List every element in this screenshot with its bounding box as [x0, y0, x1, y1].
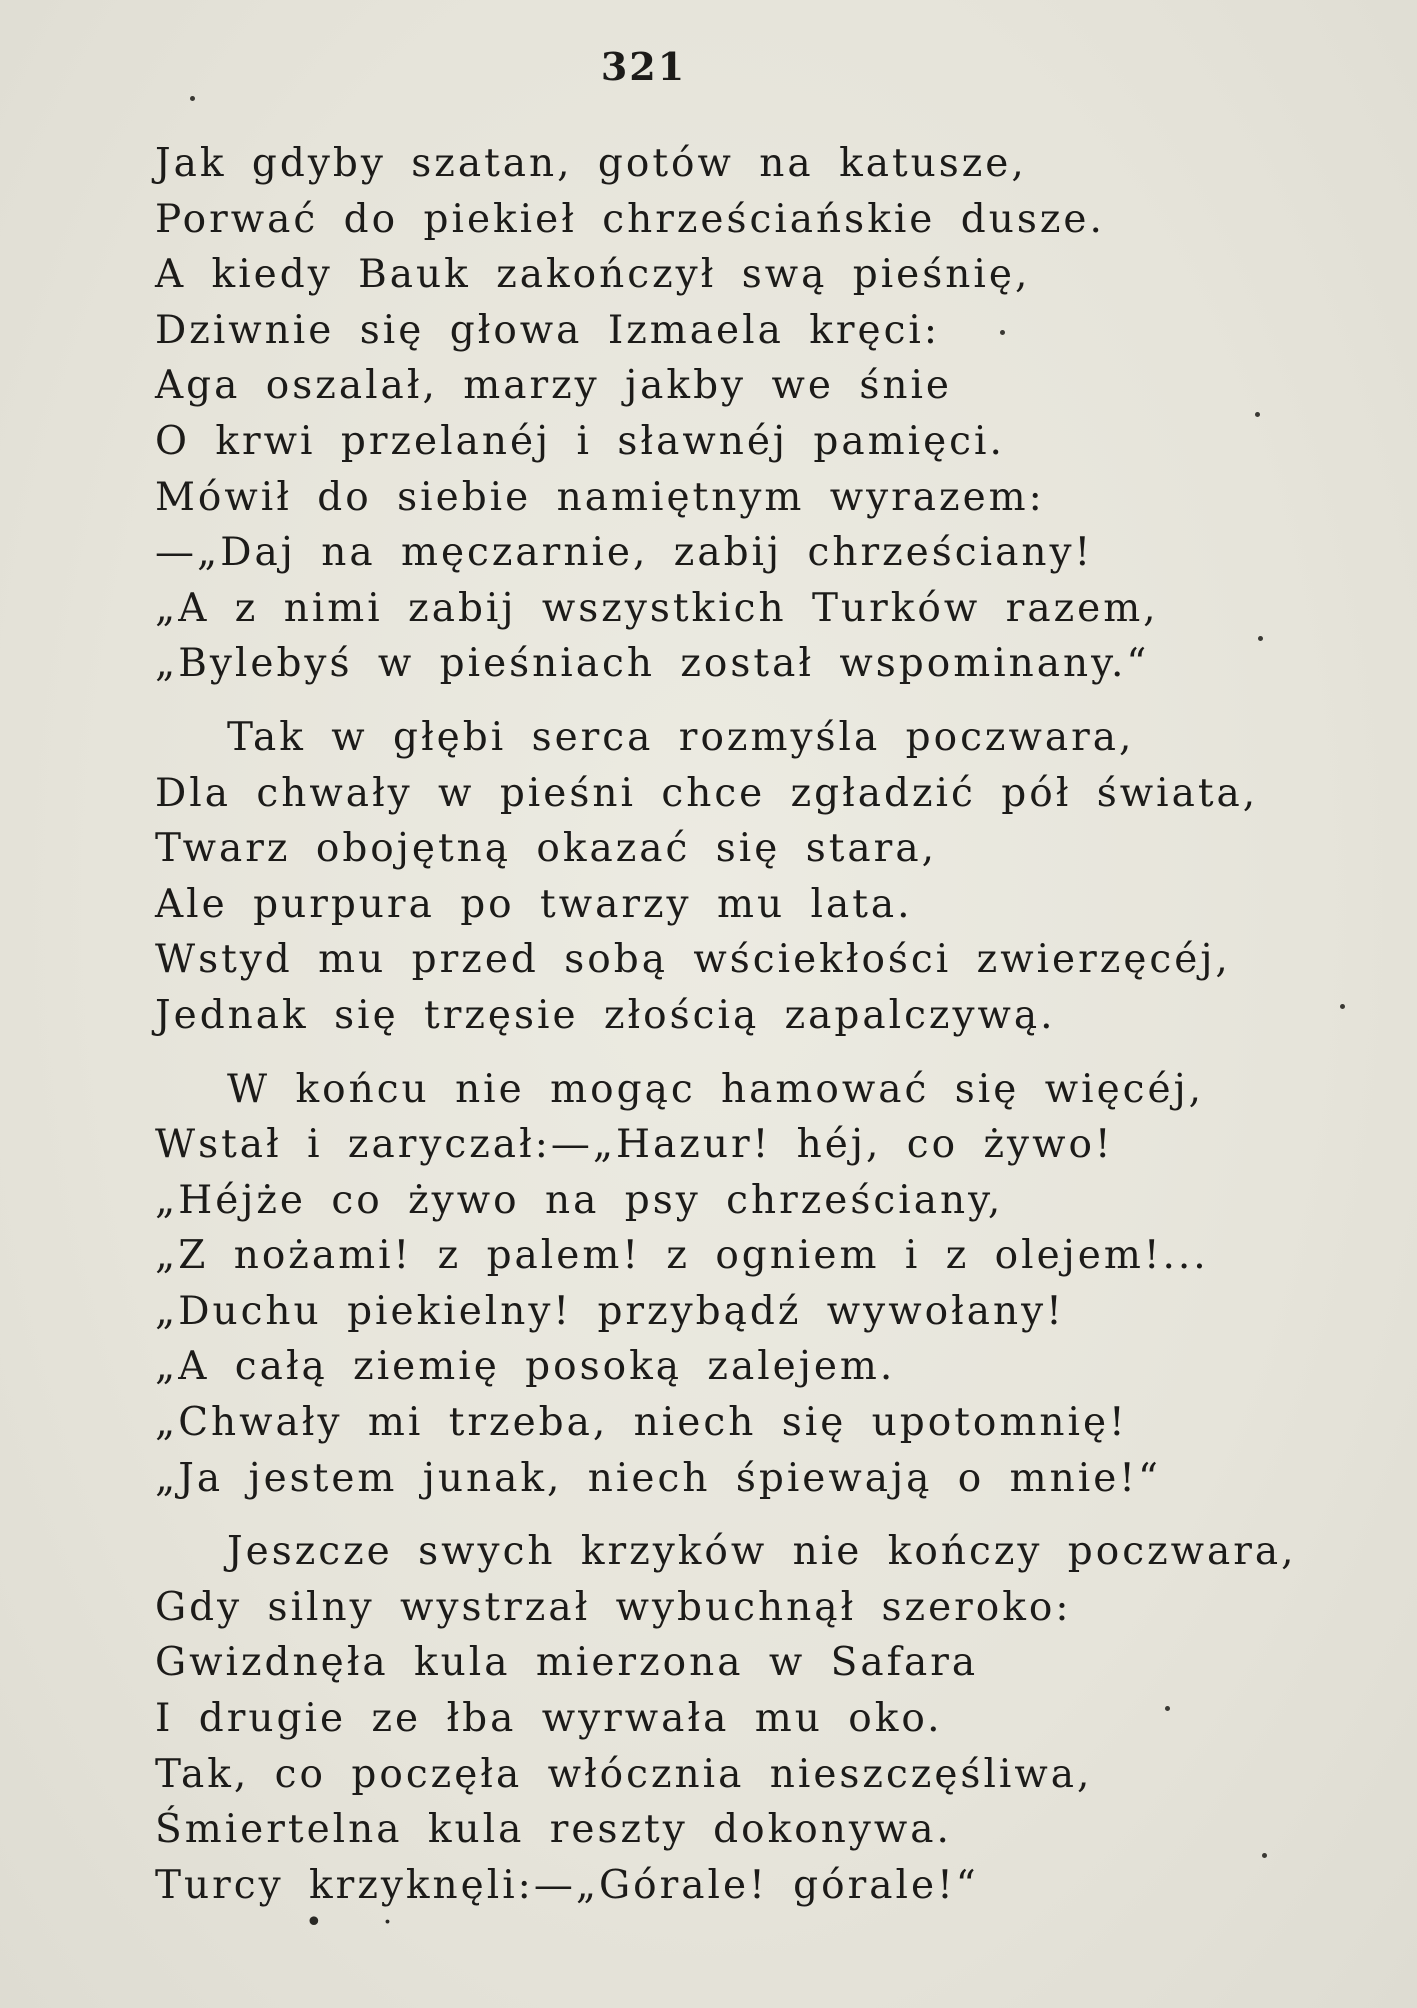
verse-line: „A z nimi zabij wszystkich Turków razem, [155, 585, 1159, 631]
verse-line: A kiedy Bauk zakończył swą pieśnię, [155, 252, 1031, 298]
verse-line: Mówił do siebie namiętnym wyrazem: [155, 474, 1045, 520]
verse-line: W końcu nie mogąc hamować się więcéj, [227, 1066, 1205, 1112]
stanza-3 [155, 1062, 1385, 1507]
verse-line: —„Daj na męczarnie, zabij chrześciany! [155, 530, 1094, 576]
verse-line: „Chwały mi trzeba, niech się upotomnię! [155, 1400, 1128, 1446]
verse-line: „Z nożami! z palem! z ogniem i z olejem!... [155, 1233, 1209, 1279]
verse-line: Jak gdyby szatan, gotów na katusze, [155, 141, 1027, 186]
verse-line: Dla chwały w pieśni chce zgładzić pół świata, [155, 770, 1259, 816]
verse-line: „Ja jestem junak, niech śpiewają o mnie!“ [155, 1455, 1161, 1501]
verse-line: Twarz obojętną okazać się stara, [155, 826, 937, 872]
verse-line: Wstał i zaryczał:—„Hazur! héj, co żywo! [155, 1122, 1114, 1168]
verse-line: Turcy krzyknęli:—„Górale! górale!“ [155, 1862, 979, 1908]
print-speck [1262, 1853, 1267, 1858]
verse-line: Gdy silny wystrzał wybuchnął szeroko: [155, 1584, 1072, 1630]
print-speck [190, 96, 195, 101]
stanza-2 [155, 710, 1385, 1044]
verse-line: „Duchu piekielny! przybądź wywołany! [155, 1288, 1065, 1334]
verse-line: Tak, co poczęła włócznia nieszczęśliwa, [155, 1751, 1093, 1797]
verse-line: „Héjże co żywo na psy chrześciany, [155, 1177, 1004, 1223]
verse-line: Ale purpura po twarzy mu lata. [155, 881, 913, 927]
print-speck [1258, 636, 1263, 641]
verse-line: O krwi przelanéj i sławnéj pamięci. [155, 418, 1005, 464]
verse-line: Gwizdnęła kula mierzona w Safara [155, 1640, 979, 1686]
verse-line: Tak w głębi serca rozmyśla poczwara, [227, 714, 1135, 760]
stanza-4 [155, 1524, 1385, 1913]
verse-line: Aga oszalał, marzy jakby we śnie [155, 363, 953, 409]
verse-line: Jeszcze swych krzyków nie kończy poczwara, [227, 1529, 1297, 1575]
verse-line: Jednak się trzęsie złością zapalczywą. [155, 992, 1056, 1038]
verse-line: I drugie ze łba wyrwała mu oko. [155, 1696, 943, 1742]
verse-line: Śmiertelna kula reszty dokonywa. [155, 1807, 952, 1853]
print-speck [1255, 412, 1260, 417]
verse-line: „Bylebyś w pieśniach został wspominany.“ [155, 641, 1150, 687]
verse-line: Dziwnie się głowa Izmaela kręci: [155, 307, 941, 353]
print-speck [1165, 1706, 1170, 1711]
verse-line: Wstyd mu przed sobą wściekłości zwierzęcéj, [155, 937, 1231, 983]
page-number: 321 [600, 44, 687, 89]
footer-ornament: •· [305, 1905, 453, 1940]
poem-text [155, 136, 1385, 1913]
print-speck [1000, 330, 1005, 335]
verse-line: Porwać do piekieł chrześciańskie dusze. [155, 196, 1105, 242]
stanza-1 [155, 136, 1385, 692]
print-speck [1340, 1004, 1345, 1009]
verse-line: „A całą ziemię posoką zalejem. [155, 1344, 896, 1390]
